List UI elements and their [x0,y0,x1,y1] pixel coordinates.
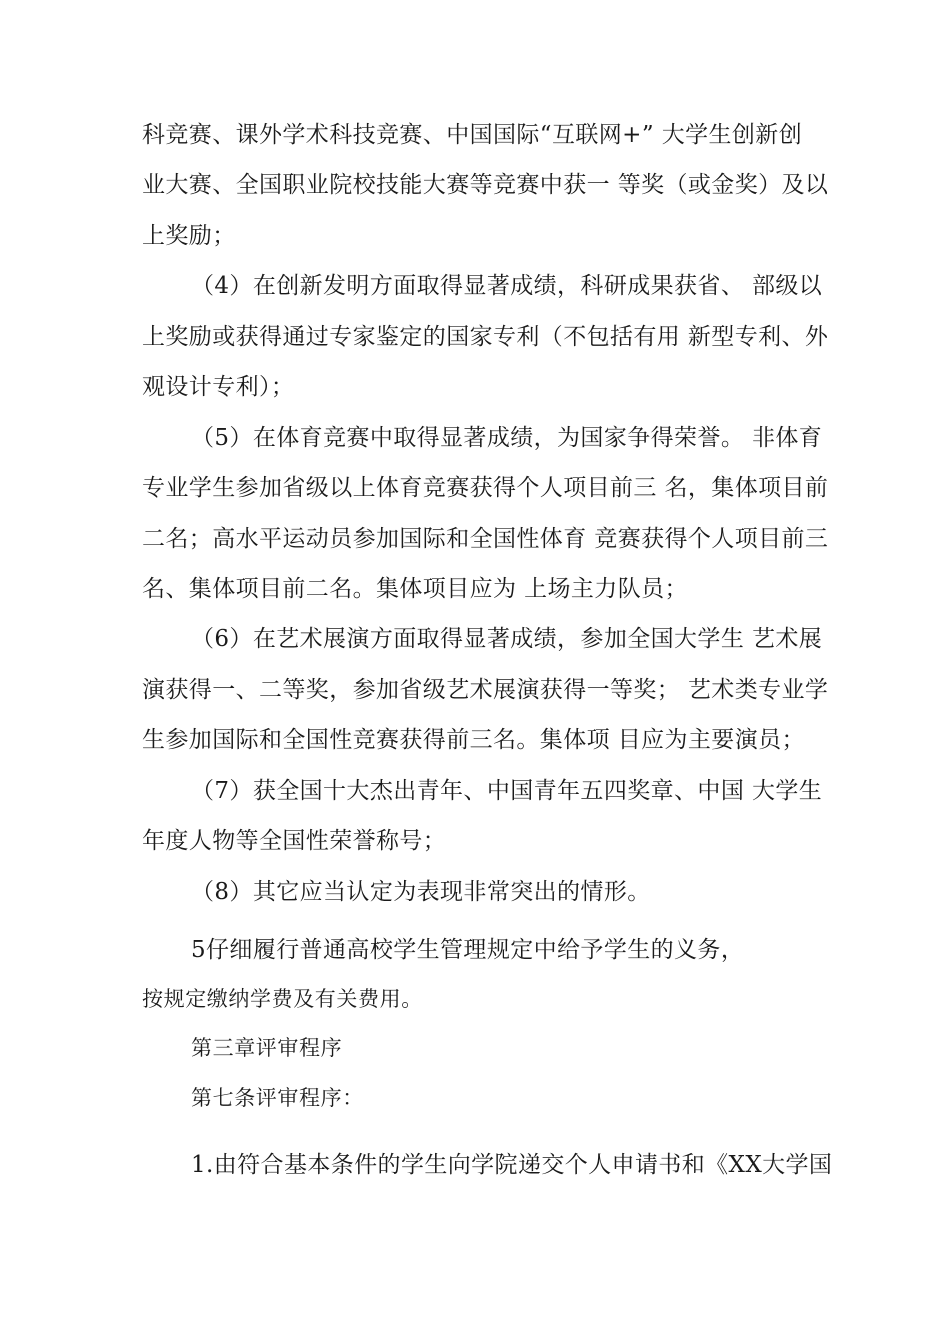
text-line-2: 业大赛、全国职业院校技能大赛等竞赛中获一 等奖（或金奖）及以 [142,172,829,198]
chapter-heading: 第三章评审程序 [191,1036,343,1060]
text-line-12: 演获得一、二等奖，参加省级艺术展演获得一等奖； 艺术类专业学 [142,677,829,703]
text-line-9: 二名；高水平运动员参加国际和全国性体育 竞赛获得个人项目前三 [142,526,829,552]
text-line-5: 上奖励或获得通过专家鉴定的国家专利（不包括有用 新型专利、外 [142,324,829,350]
text-line-13: 生参加国际和全国性竞赛获得前三名。集体项 目应为主要演员； [142,727,805,753]
article-heading: 第七条评审程序： [191,1086,364,1110]
text-line-3: 上奖励； [142,223,236,249]
text-line-11: （6）在艺术展演方面取得显著成绩，参加全国大学生 艺术展 [191,626,823,652]
text-line-1: 科竞赛、课外学术科技竞赛、中国国际“互联网+” 大学生创新创 [142,122,803,148]
text-line-10: 名、集体项目前二名。集体项目应为 上场主力队员； [142,576,688,602]
text-line-14: （7）获全国十大杰出青年、中国青年五四奖章、中国 大学生 [191,778,823,804]
text-line-17: 5仔细履行普通高校学生管理规定中给予学生的义务， [191,937,745,963]
text-line-6: 观设计专利）； [142,374,295,400]
text-line-4: （4）在创新发明方面取得显著成绩，科研成果获省、 部级以 [191,273,823,299]
text-line-21: 1.由符合基本条件的学生向学院递交个人申请书和《XX大学国 [191,1152,833,1178]
text-line-8: 专业学生参加省级以上体育竞赛获得个人项目前三 名，集体项目前 [142,475,829,501]
text-line-15: 年度人物等全国性荣誉称号； [142,828,447,854]
text-line-16: （8）其它应当认定为表现非常突出的情形。 [191,879,651,905]
text-line-18: 按规定缴纳学费及有关费用。 [142,987,423,1011]
text-line-7: （5）在体育竞赛中取得显著成绩，为国家争得荣誉。 非体育 [191,425,823,451]
